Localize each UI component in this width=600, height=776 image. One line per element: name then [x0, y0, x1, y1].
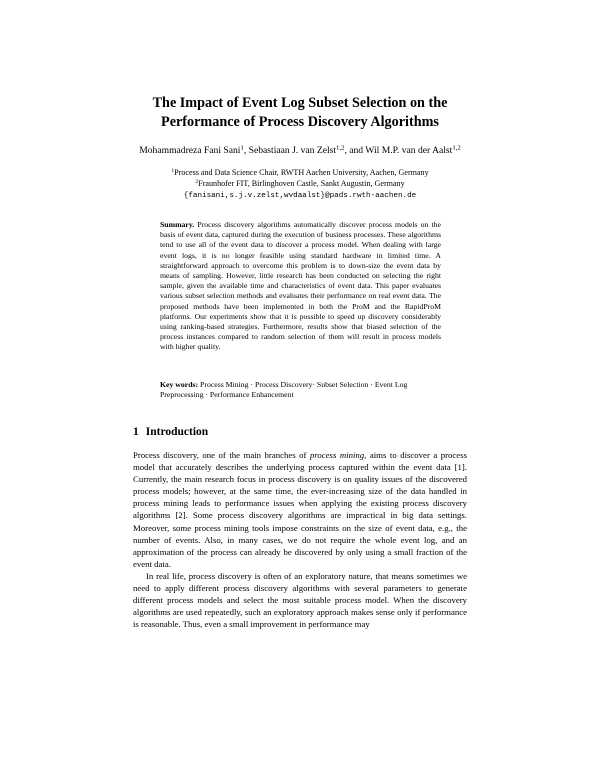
title-line-1: The Impact of Event Log Subset Selection on the: [152, 95, 448, 111]
section-body: [133, 449, 467, 630]
abstract: [160, 220, 441, 353]
paragraph: In real life, process discovery is often of an exploratory nature, that means sometimes we need to apply different process discovery algorithms with several parameters to generate different process models and select the most suitable process model. When the discovery algorithms are used repeatedly, such an exploratory approach makes sense only if performance is reasonable. Thus, even a small improvement in performance may: [133, 570, 467, 630]
paragraph-text: , aims to discover a process model that accurately describes the underlying process captured within the event data [1]. Currently, the main research focus in process discovery is on quality issues of the discovered process models; however, at the same time, the ever-increasing size of the data handled in process mining leads to performance issues when applying the existing process discovery algorithms [2]. Some process discovery algorithms are impractical in big data settings. Moreover, some process mining tools impose constraints on the size of event data, e.g., the number of events. Also, in many cases, we do not require the whole event log, and an approximation of the process can already be discovered by only using a small fraction of the event data.: [133, 450, 467, 569]
title-line-2: Performance of Process Discovery Algorithms: [161, 113, 439, 130]
author-affil-mark: 1: [240, 144, 244, 152]
section-number: 1: [133, 426, 139, 438]
affiliation-2: [80, 179, 520, 189]
affil-text: Fraunhofer FIT, Birlinghoven Castle, Sankt Augustin, Germany: [198, 179, 405, 188]
author-name: Sebastiaan J. van Zelst: [248, 145, 337, 156]
emphasis-term: process mining: [309, 450, 365, 460]
paragraph: [133, 449, 467, 570]
keywords-label: Key words:: [160, 380, 199, 389]
affil-mark: 1: [171, 168, 175, 175]
affil-text: Process and Data Science Chair, RWTH Aachen University, Aachen, Germany: [174, 168, 429, 177]
section-title: Introduction: [145, 426, 209, 438]
author-name: and Wil M.P. van der Aalst: [349, 145, 453, 156]
author-affil-mark: 1,2: [336, 144, 345, 152]
summary-label: Summary.: [160, 220, 195, 229]
keywords: [160, 380, 441, 400]
summary-text: Process discovery algorithms automatically discover process models on the basis of event data, captured during the execution of business processes. These algorithms tend to use all of the event data to discover a process model. When dealing with large event logs, it is no longer feasible using standard hardware in limited time. A straightforward approach to overcome this problem is to down-size the event data by means of sampling. However, little research has been conducted on selecting the right sample, given the available time and characteristics of event data. This paper evaluates various subset selection methods and evaluates their performance on real event data. The proposed methods have been implemented in both the ProM and the RapidProM platforms. Our experiments show that it is possible to speed up discovery considerably using ranking-based strategies. Furthermore, results show that biased selection of the process instances compared to random selection of them will result in process models with higher quality.: [160, 220, 441, 352]
keywords-text: Process Mining · Process Discovery· Subset Selection · Event Log Preprocessing · Performance Enhancement: [160, 380, 408, 400]
paragraph-text: Process discovery, one of the main branches of: [133, 450, 310, 460]
affil-mark: 2: [195, 179, 199, 186]
email-addresses: {fanisani,s.j.v.zelst,wvdaalst}@pads.rwth-aachen.de: [183, 192, 417, 200]
affiliation-1: [80, 168, 520, 178]
author-emails: [80, 190, 520, 201]
author-affil-mark: 1,2: [452, 144, 461, 152]
paper-title: [100, 94, 500, 131]
section-heading: [133, 426, 208, 438]
author-list: Mohammadreza Fani Sani$^1$, Sebastiaan J. van Zelst$^{1,2}$, and Wil M.P. van der Aalst$^{1,2}$: [139, 144, 461, 156]
author-name: Mohammadreza Fani Sani: [139, 145, 241, 156]
